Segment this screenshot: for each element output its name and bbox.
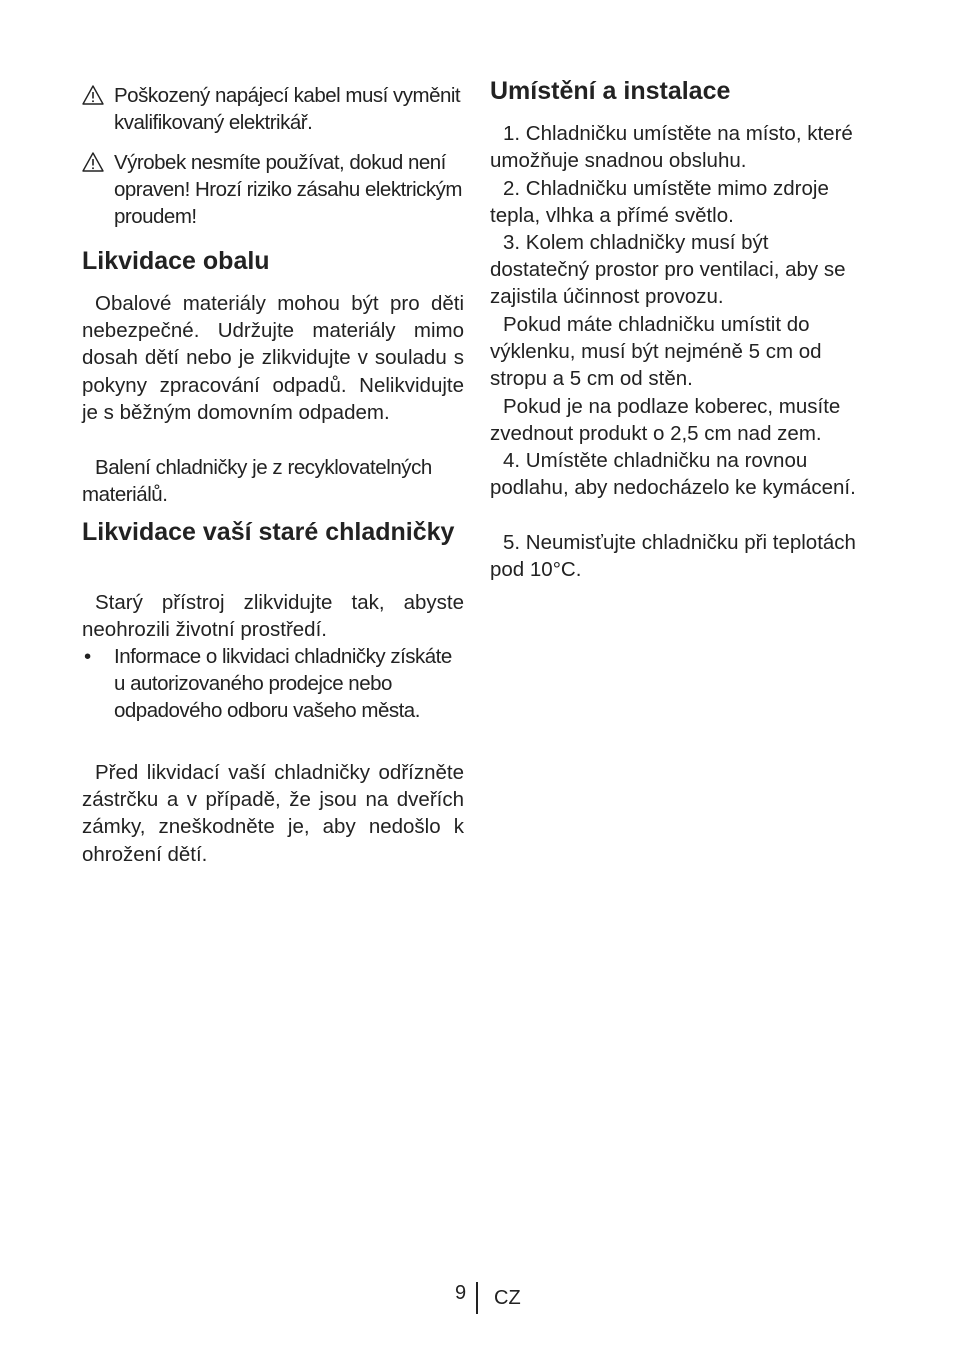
- warning-shock: [82, 149, 464, 230]
- warning-shock-text: Výrobek nesmíte používat, dokud není opraven! Hrozí riziko zásahu elektrickým proudem!: [114, 151, 462, 228]
- heading-likvidace-stare-chladnicky: Likvidace vaší staré chladničky: [82, 518, 455, 546]
- warning-triangle-icon: [82, 152, 104, 172]
- footer-divider: [476, 1282, 478, 1314]
- install-note-carpet: Pokud je na podlaze koberec, musíte zvednout produkt o 2,5 cm nad zem.: [490, 395, 841, 446]
- heading-likvidace-obalu: Likvidace obalu: [82, 247, 270, 275]
- warning-cable: [82, 82, 464, 136]
- install-item-1: 1. Chladničku umístěte na místo, které umožňuje snadnou obsluhu.: [490, 122, 853, 173]
- warning-triangle-icon: [82, 85, 104, 105]
- list-item: [82, 643, 464, 725]
- heading-umisteni-a-instalace: Umístění a instalace: [490, 77, 731, 105]
- paragraph-old-appliance-2: Před likvidací vaší chladničky odřízněte zástrčku a v případě, že jsou na dveřích zámky, zneškodněte je, aby nedošlo k ohrožení dětí.: [82, 761, 464, 866]
- install-note-niche: Pokud máte chladničku umístit do výklenku, musí být nejméně 5 cm od stropu a 5 cm od stěn.: [490, 313, 822, 391]
- bullet-marker: •: [84, 645, 91, 668]
- warning-cable-text: Poškozený napájecí kabel musí vyměnit kvalifikovaný elektrikář.: [114, 84, 461, 134]
- install-item-5: 5. Neumisťujte chladničku při teplotách pod 10°C.: [490, 531, 856, 582]
- install-item-4: 4. Umístěte chladničku na rovnou podlahu, aby nedocházelo ke kymácení.: [490, 449, 856, 500]
- paragraph-packaging-2: Balení chladničky je z recyklovatelných materiálů.: [82, 456, 432, 507]
- paragraph-packaging-1: Obalové materiály mohou být pro děti nebezpečné. Udržujte materiály mimo dosah dětí nebo je zlikvidujte v souladu s pokyny zpracování odpadů. Nelikvidujte je s běžným domovním odpadem.: [82, 292, 464, 424]
- page-footer: [0, 1280, 954, 1320]
- page-number: 9: [455, 1282, 467, 1304]
- install-item-2: 2. Chladničku umístěte mimo zdroje tepla, vlhka a přímé světlo.: [490, 177, 829, 228]
- bullet-text: Informace o likvidaci chladničky získáte u autorizovaného prodejce nebo odpadového odboru vašeho města.: [114, 645, 452, 723]
- language-code: CZ: [494, 1287, 521, 1309]
- paragraph-old-appliance-1: Starý přístroj zlikvidujte tak, abyste neohrozili životní prostředí.: [82, 591, 464, 642]
- install-item-3: 3. Kolem chladničky musí být dostatečný prostor pro ventilaci, aby se zajistila účinnost provozu.: [490, 231, 846, 309]
